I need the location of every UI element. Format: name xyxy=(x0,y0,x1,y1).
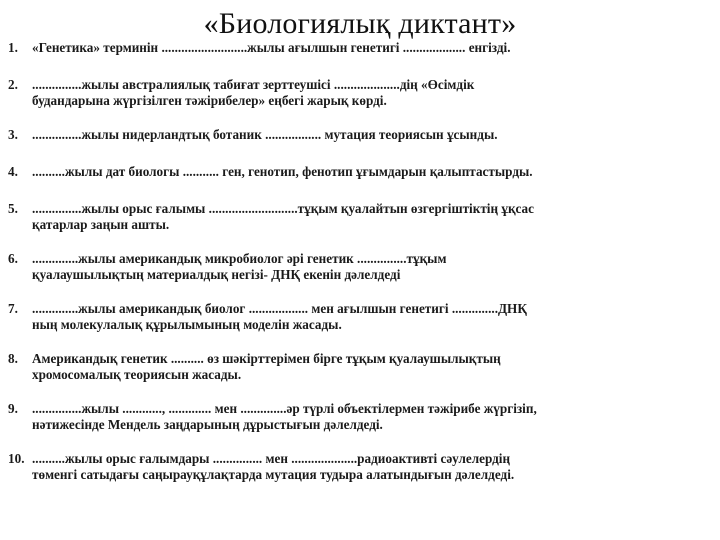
list-item xyxy=(8,451,712,483)
item-text-line: ...............жылы орыс ғалымы ...........................тұқым қуалайтын өзгергіштіктің ұқсас xyxy=(32,201,535,216)
item-text-line: ...............жылы нидерландтық ботаник ................. мутация теориясын ұсынды. xyxy=(32,127,498,142)
item-text-line: Американдық генетик .......... өз шәкірттерімен бірге тұқым қуалаушылықтың xyxy=(32,351,501,366)
item-text-line: «Генетика» терминін ..........................жылы ағылшын генетигі ................... енгізді. xyxy=(32,40,511,55)
list-item xyxy=(8,201,712,233)
list-item xyxy=(8,40,712,56)
list-item xyxy=(8,164,712,180)
list-item xyxy=(8,401,712,433)
list-item xyxy=(8,77,712,109)
item-number: 10. xyxy=(8,451,25,466)
item-number: 7. xyxy=(8,301,18,316)
item-text-line: қуалаушылықтың материалдық негізі- ДНҚ екенін дәлелдеді xyxy=(32,267,401,282)
item-text-line: ..............жылы американдық микробиолог әрі генетик ...............тұқым xyxy=(32,251,447,266)
item-text-line: ..........жылы дат биологы ........... ген, генотип, фенотип ұғымдарын қалыптастырды. xyxy=(32,164,533,179)
item-text-line: ...............жылы австралиялық табиғат зерттеушісі ....................дің «Өсімдік xyxy=(32,77,475,92)
question-list xyxy=(8,40,712,501)
item-number: 6. xyxy=(8,251,18,266)
item-text-line: нәтижесінде Мендель заңдарының дұрыстығын дәлелдеді. xyxy=(32,417,383,432)
item-number: 3. xyxy=(8,127,18,142)
item-number: 2. xyxy=(8,77,18,92)
item-text-line: қатарлар заңын ашты. xyxy=(32,217,170,232)
item-number: 5. xyxy=(8,201,18,216)
item-number: 1. xyxy=(8,40,18,55)
list-item xyxy=(8,351,712,383)
item-text-line: ның молекулалық құрылымының моделін жасады. xyxy=(32,317,342,332)
item-text-line: ...............жылы ............, ............. мен ..............әр түрлі объектілермен тәжірибе жүргізіп, xyxy=(32,401,537,416)
list-item xyxy=(8,127,712,143)
list-item xyxy=(8,301,712,333)
item-text-line: хромосомалық теориясын жасады. xyxy=(32,367,242,382)
item-text-line: будандарына жүргізілген тәжірибелер» еңбегі жарық көрді. xyxy=(32,93,387,108)
item-text-line: ..............жылы американдық биолог .................. мен ағылшын генетигі ..............ДНҚ xyxy=(32,301,527,316)
slide-title: «Биологиялық диктант» xyxy=(203,7,517,40)
item-text-line: төменгі сатыдағы саңырауқұлақтарда мутация тудыра алатындығын дәлелдеді. xyxy=(32,467,515,482)
item-number: 9. xyxy=(8,401,18,416)
list-item xyxy=(8,251,712,283)
item-text-line: ..........жылы орыс ғалымдары ............... мен ....................радиоактивті сәулелердің xyxy=(32,451,511,466)
item-number: 4. xyxy=(8,164,18,179)
item-number: 8. xyxy=(8,351,18,366)
